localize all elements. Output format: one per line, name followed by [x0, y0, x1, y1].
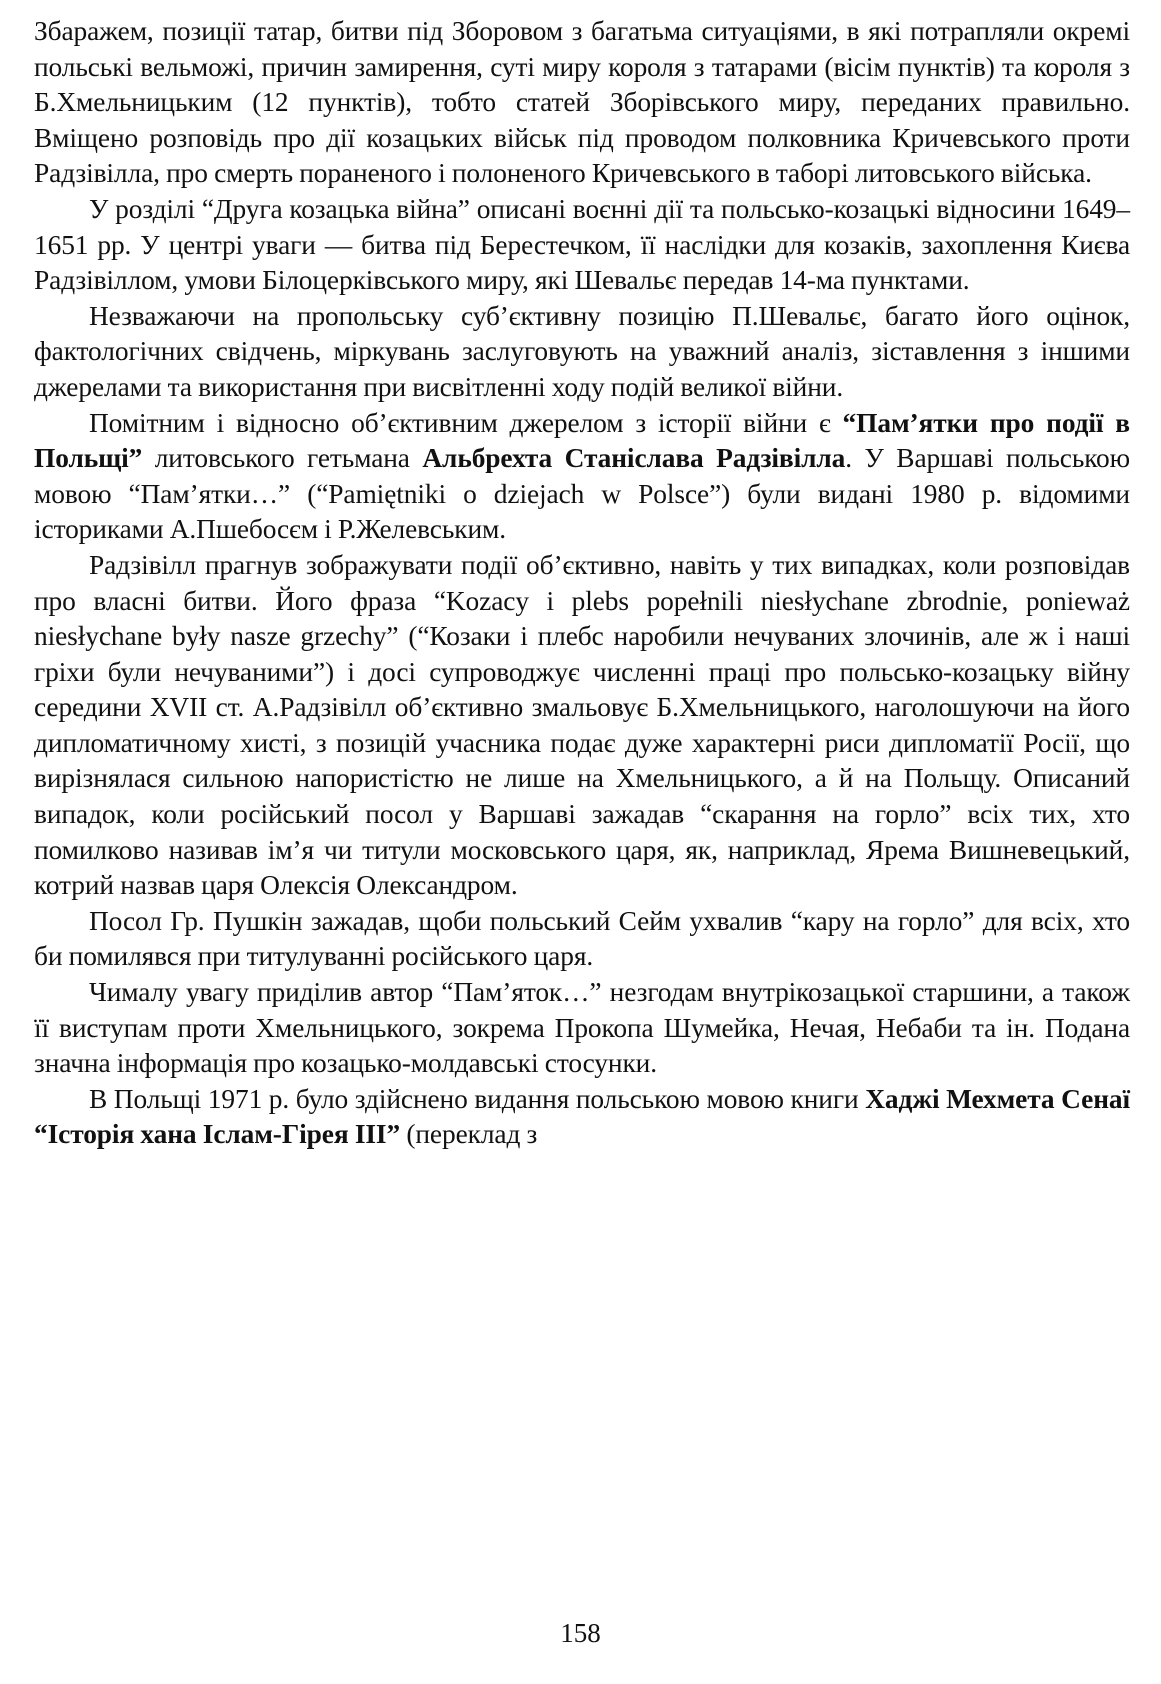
text-run: Незважаючи на пропольську суб’єктивну позицію П.Шевальє, багато його оцінок, фактологічних свідчень, міркувань заслуговують на уважний аналіз, зіставлення з іншими джерелами та використання при висвітленні ходу подій великої війни. [34, 300, 1130, 402]
paragraph [34, 406, 1130, 548]
text-run: . У Варшаві польською мовою “Пам’ятки…” (“Pamiętniki o dziejach w Polsce”) були видані 1980 р. відомими істориками А.Пшебосєм і Р.Желевським. [34, 443, 1130, 545]
text-run: (переклад з [400, 1119, 538, 1150]
paragraph [34, 975, 1130, 1082]
page-number: 158 [560, 1618, 601, 1648]
text-run: Посол Гр. Пушкін зажадав, щоби польський Сейм ухвалив “кару на горло” для всіх, хто би помилявся при титулуванні російського царя. [34, 905, 1130, 972]
bold-text-run: Альбрехта Станіслава Радзівілла [422, 443, 846, 474]
bold-text-run: “Пам’ятки про події в Польщі” [34, 407, 1130, 474]
paragraph [34, 192, 1130, 299]
paragraph [34, 14, 1130, 192]
page-body [34, 14, 1130, 1153]
paragraph [34, 1082, 1130, 1153]
text-run: Чималу увагу приділив автор “Пам’яток…” незгодам внутрікозацької старшини, а також її виступам проти Хмельницького, зокрема Прокопа Шумейка, Нечая, Небаби та ін. Подана значна інформація про козацько-молдавські стосунки. [34, 977, 1130, 1079]
bold-text-run: Хаджі Мехмета Сенаї “Історія хана Іслам-Гірея III” [34, 1083, 1130, 1150]
text-run: литовського гетьмана [142, 443, 423, 474]
text-run: Збаражем, позиції татар, битви під Зборовом з багатьма ситуаціями, в які потрапляли окремі польські вельможі, причин замирення, суті миру короля з татарами (вісім пунктів) та короля з Б.Хмельницьким (12 пунктів), тобто статей Зборівського миру, переданих правильно. Вміщено розповідь про дії козацьких військ під проводом полковника Кричевського проти Радзівілла, про смерть пораненого і полоненого Кричевського в таборі литовського війська. [34, 16, 1130, 189]
paragraph [34, 548, 1130, 904]
text-run: В Польщі 1971 р. було здійснено видання польською мовою книги [89, 1083, 866, 1114]
paragraph [34, 299, 1130, 406]
text-run: У розділі “Друга козацька війна” описані воєнні дії та польсько-козацькі відносини 1649–1651 рр. У центрі уваги — битва під Берестечком, її наслідки для козаків, захоплення Києва Радзівіллом, умови Білоцерківського миру, які Шевальє передав 14-ма пунктами. [34, 193, 1130, 296]
text-run: Помітним і відносно об’єктивним джерелом з історії війни є [89, 407, 843, 438]
text-run: Радзівілл прагнув зображувати події об’єктивно, навіть у тих випадках, коли розповідав про власні битви. Його фраза “Kozacy i plebs popełnili niesłychane zbrodnie, ponieważ niesłychane były nasze grzechy” (“Козаки і плебс наробили нечуваних злочинів, але ж і наші гріхи були нечуваними”) і досі супроводжує численні праці про польсько-козацьку війну середини XVII ст. А.Радзівілл об’єктивно змальовує Б.Хмельницького, наголошуючи на його дипломатичному хисті, з позицій учасника подає дуже характерні риси дипломатії Росії, що вирізнялася сильною напористістю не лише на Хмельницького, а й на Польщу. Описаний випадок, коли російський посол у Варшаві зажадав “скарання на горло” всіх тих, хто помилково називав ім’я чи титули московського царя, як, наприклад, Ярема Вишневецький, котрий назвав царя Олексія Олександром. [34, 549, 1130, 901]
paragraph [34, 904, 1130, 975]
